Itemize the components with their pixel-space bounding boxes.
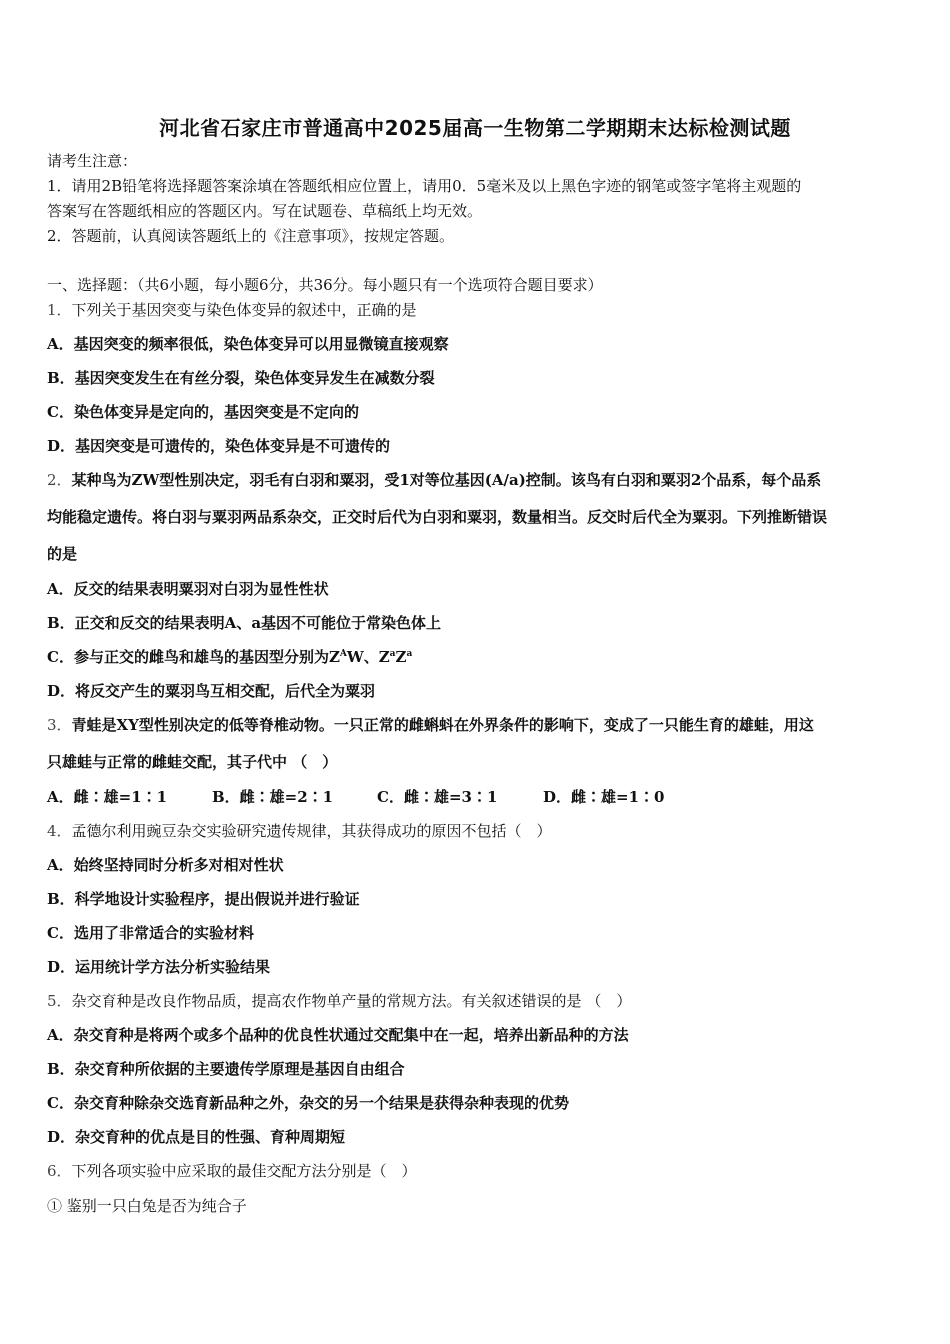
question-4-option-b: B．科学地设计实验程序，提出假说并进行验证 bbox=[47, 890, 360, 908]
question-3-option-c: C．雌∶雄=3∶1 bbox=[377, 788, 498, 806]
notice-heading: 请考生注意： bbox=[47, 152, 138, 170]
question-5-option-a: A．杂交育种是将两个或多个品种的优良性状通过交配集中在一起，培养出新品种的方法 bbox=[47, 1026, 629, 1044]
question-6-stem bbox=[47, 1160, 417, 1182]
question-text: 某种鸟为ZW型性别决定，羽毛有白羽和粟羽，受1对等位基因(A/a)控制。该鸟有白羽和粟羽2个品系，每个品系 bbox=[71, 471, 822, 489]
question-4-option-a: A．始终坚持同时分析多对相对性状 bbox=[47, 856, 284, 874]
question-2-option-a: A．反交的结果表明粟羽对白羽为显性性状 bbox=[47, 580, 329, 598]
question-1-option-a: A．基因突变的频率很低，染色体变异可以用显微镜直接观察 bbox=[47, 335, 449, 353]
question-text: 下列各项实验中应采取的最佳交配方法分别是（ ） bbox=[71, 1162, 417, 1180]
question-5-option-c: C．杂交育种除杂交选育新品种之外，杂交的另一个结果是获得杂种表现的优势 bbox=[47, 1094, 569, 1112]
question-5-option-b: B．杂交育种所依据的主要遗传学原理是基因自由组合 bbox=[47, 1060, 405, 1078]
question-number: 3． bbox=[47, 716, 72, 734]
question-number: 6． bbox=[47, 1162, 72, 1180]
notice-item-1-line-1: 1．请用2B铅笔将选择题答案涂填在答题纸相应位置上，请用0．5毫米及以上黑色字迹的钢笔或签字笔将主观题的 bbox=[47, 177, 802, 195]
question-3-option-a: A．雌∶雄=1∶1 bbox=[47, 788, 168, 806]
question-3-stem-line-2: 只雄蛙与正常的雌蛙交配，其子代中 （ ） bbox=[47, 753, 338, 771]
question-5-stem bbox=[47, 990, 631, 1012]
question-text: 青蛙是XY型性别决定的低等脊椎动物。一只正常的雌蝌蚪在外界条件的影响下，变成了一只能生育的雄蛙，用这 bbox=[71, 716, 814, 734]
section-heading: 一、选择题：（共6小题，每小题6分，共36分。每小题只有一个选项符合题目要求） bbox=[47, 276, 603, 294]
question-3-option-b: B．雌∶雄=2∶1 bbox=[212, 788, 334, 806]
question-1-option-c: C．染色体变异是定向的，基因突变是不定向的 bbox=[47, 403, 359, 421]
question-4-stem bbox=[47, 820, 552, 842]
question-2-stem-line-2: 均能稳定遗传。将白羽与粟羽两品系杂交，正交时后代为白羽和粟羽，数量相当。反交时后代全为粟羽。下列推断错误 bbox=[47, 508, 828, 526]
notice-item-2: 2．答题前，认真阅读答题纸上的《注意事项》，按规定答题。 bbox=[47, 227, 455, 245]
question-4-option-c: C．选用了非常适合的实验材料 bbox=[47, 924, 254, 942]
question-2-stem-line-1 bbox=[47, 469, 821, 491]
superscript: a bbox=[406, 649, 413, 659]
question-2-stem-line-3: 的是 bbox=[47, 545, 78, 563]
question-text: 孟德尔利用豌豆杂交实验研究遗传规律，其获得成功的原因不包括（ ） bbox=[71, 822, 552, 840]
question-number: 5． bbox=[47, 992, 72, 1010]
option-text: W、Z bbox=[346, 648, 390, 666]
notice-item-1-line-2: 答案写在答题纸相应的答题区内。写在试题卷、草稿纸上均无效。 bbox=[47, 202, 483, 220]
question-1-option-b: B．基因突变发生在有丝分裂，染色体变异发生在减数分裂 bbox=[47, 369, 435, 387]
question-1-option-d: D．基因突变是可遗传的，染色体变异是不可遗传的 bbox=[47, 437, 391, 455]
question-4-option-d: D．运用统计学方法分析实验结果 bbox=[47, 958, 271, 976]
question-text: 下列关于基因突变与染色体变异的叙述中，正确的是 bbox=[71, 301, 417, 319]
question-2-option-b: B．正交和反交的结果表明A、a基因不可能位于常染色体上 bbox=[47, 614, 442, 632]
question-3-option-d: D．雌∶雄=1∶0 bbox=[543, 788, 665, 806]
question-6-item-1: ① 鉴别一只白兔是否为纯合子 bbox=[47, 1197, 247, 1215]
question-1-stem bbox=[47, 299, 417, 321]
question-5-option-d: D．杂交育种的优点是目的性强、育种周期短 bbox=[47, 1128, 346, 1146]
question-2-option-d: D．将反交产生的粟羽鸟互相交配，后代全为粟羽 bbox=[47, 682, 376, 700]
question-number: 4． bbox=[47, 822, 72, 840]
superscript: A bbox=[339, 649, 347, 659]
superscript: a bbox=[389, 649, 396, 659]
question-text: 杂交育种是改良作物品质，提高农作物单产量的常规方法。有关叙述错误的是 （ ） bbox=[71, 992, 632, 1010]
question-2-option-c bbox=[47, 646, 412, 668]
option-text: C．参与正交的雌鸟和雄鸟的基因型分别为Z bbox=[47, 648, 340, 666]
page-title: 河北省石家庄市普通高中2025届高一生物第二学期期末达标检测试题 bbox=[159, 116, 791, 140]
question-number: 1． bbox=[47, 301, 72, 319]
question-3-stem-line-1 bbox=[47, 714, 814, 736]
option-text: Z bbox=[395, 648, 407, 666]
question-3-options bbox=[47, 786, 747, 808]
question-number: 2． bbox=[47, 471, 72, 489]
